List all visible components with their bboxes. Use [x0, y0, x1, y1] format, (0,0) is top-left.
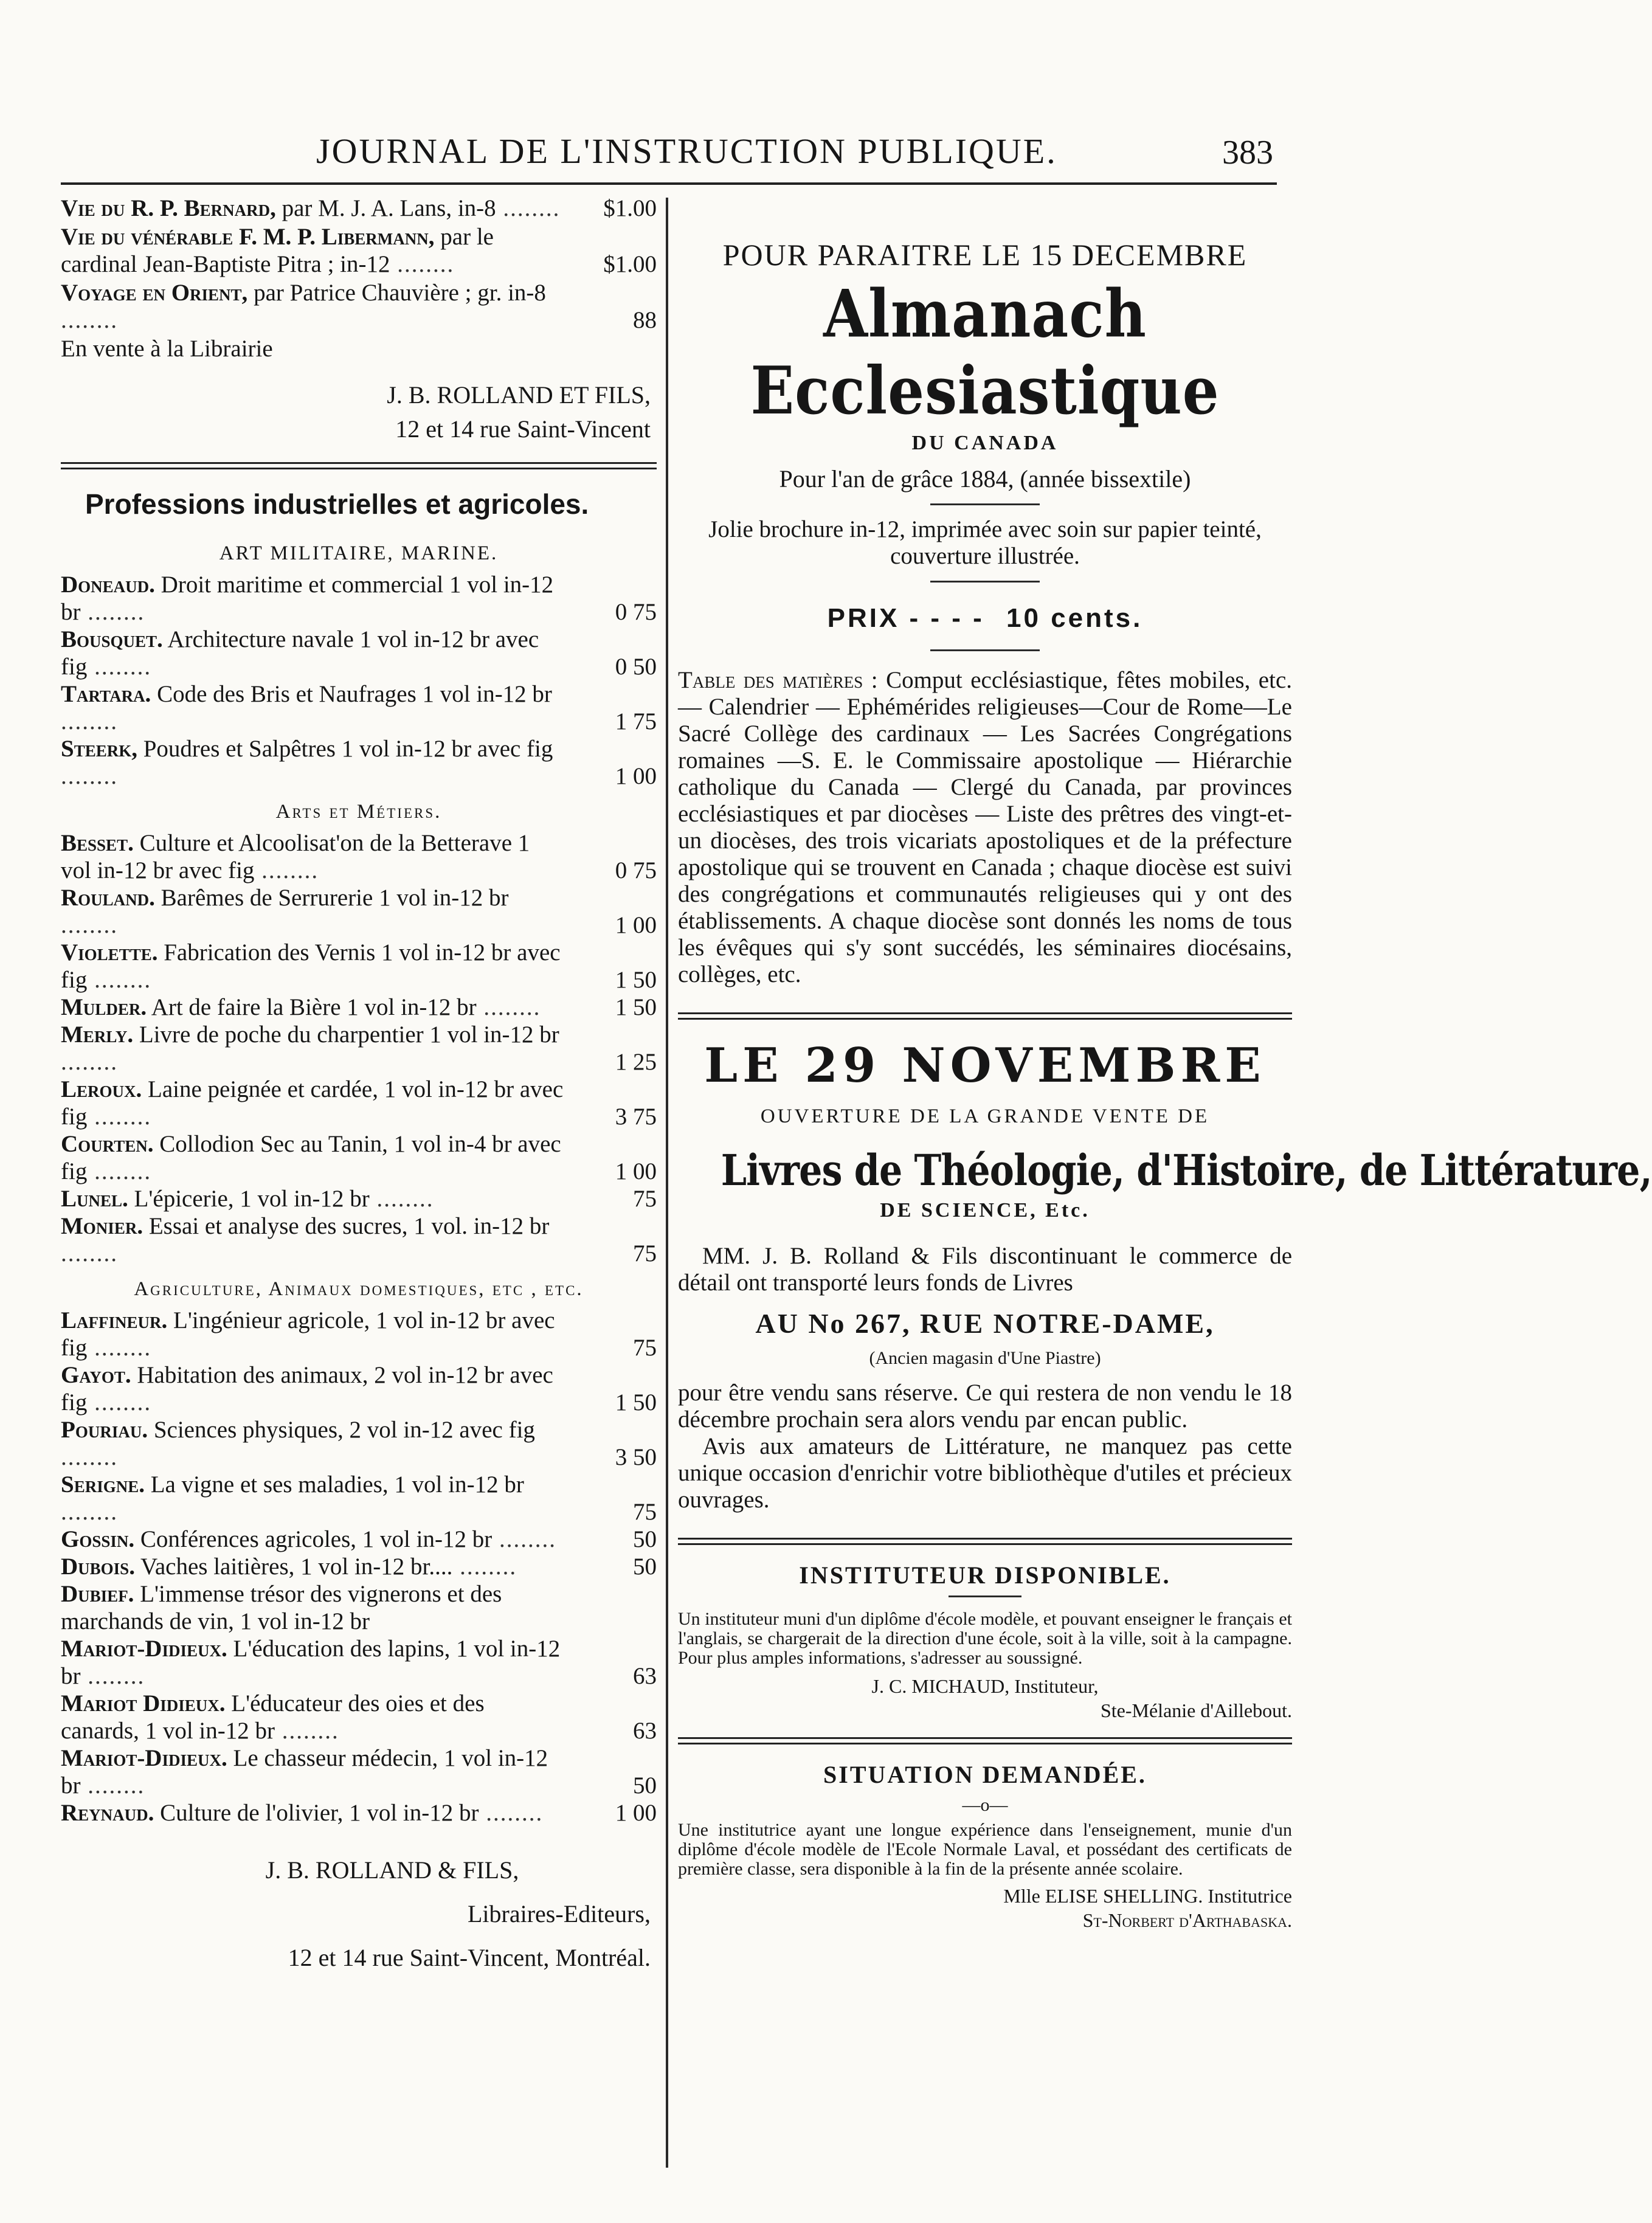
catalog-entry: [61, 1553, 657, 1580]
entry-author: Voyage en Orient,: [61, 280, 248, 306]
signature-address: 12 et 14 rue Saint-Vincent, Montréal.: [288, 1944, 651, 1971]
catalog-entry: [61, 680, 657, 735]
leader-dots: ........: [61, 1499, 118, 1525]
entry-price: 63: [633, 1718, 657, 1744]
catalog-entry: [61, 1799, 657, 1827]
publisher-block: [61, 378, 657, 446]
catalog-entry: [61, 1416, 657, 1471]
catalog-sections: [61, 542, 657, 1827]
entry-text: Collodion Sec au Tanin, 1 vol in-4 br avec fig: [61, 1131, 561, 1184]
entry-price: $1.00: [603, 195, 657, 221]
leader-dots: ........: [476, 994, 541, 1020]
catalog-entry: [61, 571, 657, 626]
entry-price: 1 00: [615, 1158, 657, 1184]
entry-text: Essai et analyse des sucres, 1 vol. in-12 br: [148, 1213, 550, 1239]
entry-price: 50: [633, 1554, 657, 1580]
sale-address-note: (Ancien magasin d'Une Piastre): [869, 1348, 1101, 1368]
entry-text: L'éducation des lapins, 1 vol in-12 br: [61, 1636, 561, 1689]
entry-price: 3 75: [615, 1104, 657, 1130]
sale-paragraph-1: MM. J. B. Rolland & Fils discontinuant le commerce de détail ont transporté leurs fonds de Livres: [678, 1243, 1292, 1296]
entry-text: par le cardinal Jean-Baptiste Pitra ; in-12: [61, 224, 494, 277]
entry-text: Architecture navale 1 vol in-12 br avec fig: [61, 626, 539, 680]
entry-author: Dubois.: [61, 1554, 135, 1580]
catalog-entry: [61, 939, 657, 994]
entry-text: Culture de l'olivier, 1 vol in-12 br: [160, 1800, 479, 1826]
entry-price: 0 75: [615, 857, 657, 883]
catalog-entry: [61, 223, 657, 278]
leader-dots: ........: [479, 1800, 544, 1826]
section-rule: [61, 462, 657, 469]
catalog-entry: [61, 735, 657, 790]
entry-author: Merly.: [61, 1022, 134, 1048]
entry-price: 1 00: [615, 763, 657, 789]
catalog-section-heading: ART MILITAIRE, MARINE.: [219, 542, 499, 564]
catalog-entry: [61, 335, 657, 362]
catalog-section-heading: Arts et Métiers.: [275, 801, 442, 823]
entry-price: 0 75: [615, 599, 657, 625]
catalog-entry: [61, 1580, 657, 1635]
situation-text: Une institutrice ayant une longue expérience dans l'enseignement, munie d'un diplôme d'école modèle de l'Ecole Normale Laval, et possédant des certificats de première classe, sera disponible à la fin de la présente année scolaire.: [678, 1820, 1292, 1879]
catalog-entry: [61, 994, 657, 1021]
catalog-entry: [61, 195, 657, 222]
almanach-year: Pour l'an de grâce 1884, (année bissextile): [779, 465, 1191, 493]
entry-text: L'ingénieur agricole, 1 vol in-12 br avec fig: [61, 1307, 555, 1361]
entry-author: Violette.: [61, 939, 158, 966]
entry-author: Laffineur.: [61, 1307, 168, 1333]
entry-text: Barêmes de Serrurerie 1 vol in-12 br: [161, 885, 509, 911]
entry-text: La vigne et ses maladies, 1 vol in-12 br: [150, 1471, 524, 1498]
almanach-description: Jolie brochure in-12, imprimée avec soin sur papier teinté, couverture illustrée.: [708, 516, 1262, 569]
entry-author: Gayot.: [61, 1362, 131, 1388]
instituteur-signature: J. C. MICHAUD, Instituteur,: [871, 1675, 1099, 1697]
section-title: Professions industrielles et agricoles.: [85, 488, 589, 520]
leader-dots: ........: [61, 708, 118, 735]
entry-author: Serigne.: [61, 1471, 145, 1498]
entry-price: $1.00: [603, 251, 657, 277]
signature-name: J. B. ROLLAND & FILS,: [265, 1856, 519, 1884]
entry-price: 1 50: [615, 967, 657, 993]
almanach-kicker: POUR PARAITRE LE 15 DECEMBRE: [722, 238, 1248, 272]
entry-author: Doneaud.: [61, 572, 155, 598]
entry-price: 1 00: [615, 1800, 657, 1826]
entry-text: Fabrication des Vernis 1 vol in-12 br avec fig: [61, 939, 561, 993]
entry-price: 75: [633, 1240, 657, 1267]
catalog-entry: [61, 884, 657, 939]
almanach-contents: [678, 667, 1292, 988]
leader-dots: ........: [275, 1718, 339, 1744]
entry-price: 1 75: [615, 708, 657, 735]
catalog-entry: [61, 1526, 657, 1553]
entry-price: 1 25: [615, 1049, 657, 1075]
leader-dots: ........: [80, 599, 145, 625]
entry-author: Mariot Didieux.: [61, 1690, 226, 1717]
entry-price: 50: [633, 1526, 657, 1552]
leader-dots: ........: [61, 307, 118, 333]
sale-title: Livres de Théologie, d'Histoire, de Littérature,: [721, 1145, 1652, 1195]
entry-author: Gossin.: [61, 1526, 135, 1552]
catalog-entry: [61, 279, 657, 334]
almanach-title: Almanach Ecclesiastique: [750, 275, 1220, 430]
entry-price: 50: [633, 1772, 657, 1799]
entry-text: Le chasseur médecin, 1 vol in-12 br: [61, 1745, 548, 1799]
ad-separator: [678, 1538, 1292, 1545]
leader-dots: ........: [254, 857, 319, 883]
page-number: 383: [1222, 134, 1273, 171]
catalog-entry: [61, 1185, 657, 1212]
entry-text: L'éducateur des oies et des canards, 1 vol in-12 br: [61, 1690, 485, 1744]
entry-price: 88: [633, 307, 657, 333]
entry-price: 63: [633, 1663, 657, 1689]
publisher-name: J. B. ROLLAND ET FILS,: [387, 381, 651, 409]
left-column: [61, 195, 657, 1980]
entry-author: Mulder.: [61, 994, 147, 1020]
entry-author: Bousquet.: [61, 626, 163, 652]
situation-heading: SITUATION DEMANDÉE.: [823, 1761, 1147, 1788]
sale-date: LE 29 NOVEMBRE: [704, 1038, 1266, 1093]
contents-label: Table des matières :: [678, 667, 878, 693]
entry-author: Dubief.: [61, 1581, 134, 1607]
price-value: 10 cents.: [1006, 603, 1143, 633]
sale-subtitle: DE SCIENCE, Etc.: [880, 1199, 1090, 1222]
leader-dots: ........: [61, 1049, 118, 1075]
instituteur-place: Ste-Mélanie d'Aillebout.: [1100, 1699, 1292, 1721]
entry-price: 1 50: [615, 994, 657, 1020]
entry-author: Vie du R. P. Bernard,: [61, 195, 276, 221]
entry-text: Poudres et Salpêtres 1 vol in-12 br avec fig: [143, 736, 553, 762]
leader-dots: ........: [492, 1526, 556, 1552]
almanach-subtitle: DU CANADA: [911, 432, 1059, 454]
leader-dots: ........: [80, 1772, 145, 1799]
entry-author: Pouriau.: [61, 1417, 148, 1443]
entry-text: Culture et Alcoolisat'on de la Betterave 1 vol in-12 br avec fig: [61, 830, 530, 883]
entry-author: Leroux.: [61, 1076, 142, 1102]
entry-author: Courten.: [61, 1131, 154, 1157]
column-divider: [666, 198, 668, 2168]
catalog-entry: [61, 1635, 657, 1690]
entry-text: Conférences agricoles, 1 vol in-12 br: [140, 1526, 492, 1552]
entry-text: Art de faire la Bière 1 vol in-12 br: [151, 994, 477, 1020]
closing-signature: [61, 1848, 657, 1980]
leader-dots: ........: [452, 1554, 517, 1580]
catalog-entry: [61, 1690, 657, 1744]
catalog-entry: [61, 1130, 657, 1185]
entry-price: 3 50: [615, 1444, 657, 1470]
sale-paragraph-2: pour être vendu sans réserve. Ce qui restera de non vendu le 18 décembre prochain sera alors vendu par encan public.: [678, 1380, 1292, 1433]
right-column: [678, 195, 1652, 1932]
leader-dots: ........: [61, 1240, 118, 1267]
intro-entries: [61, 195, 657, 362]
entry-text: Vaches laitières, 1 vol in-12 br....: [140, 1554, 453, 1580]
catalog-entry: [61, 1021, 657, 1076]
entry-author: Lunel.: [61, 1186, 128, 1212]
entry-author: Vie du vénérable F. M. P. Libermann,: [61, 224, 435, 250]
entry-text: Laine peignée et cardée, 1 vol in-12 br avec fig: [61, 1076, 564, 1130]
ad-separator: [678, 1012, 1292, 1020]
catalog-entry: [61, 1307, 657, 1361]
entry-price: 75: [633, 1186, 657, 1212]
leader-dots: ........: [496, 195, 561, 221]
entry-author: Mariot-Didieux.: [61, 1745, 227, 1771]
entry-text: Habitation des animaux, 2 vol in-12 br avec fig: [61, 1362, 553, 1416]
catalog-entry: [61, 1471, 657, 1526]
entry-author: Steerk,: [61, 736, 137, 762]
entry-author: Rouland.: [61, 885, 155, 911]
situation-ornament: —o—: [962, 1795, 1008, 1815]
leader-dots: ........: [61, 763, 118, 789]
entry-author: Monier.: [61, 1213, 143, 1239]
sale-address: AU No 267, RUE NOTRE-DAME,: [755, 1308, 1215, 1339]
entry-price: 0 50: [615, 654, 657, 680]
catalog-entry: [61, 1361, 657, 1416]
price-label: PRIX - - - -: [827, 603, 984, 633]
sale-opening: OUVERTURE DE LA GRANDE VENTE DE: [760, 1105, 1210, 1127]
entry-price: 75: [633, 1335, 657, 1361]
situation-signature: Mlle ELISE SHELLING. Institutrice: [1003, 1885, 1292, 1907]
entry-text: Livre de poche du charpentier 1 vol in-12 br: [139, 1022, 559, 1048]
leader-dots: ........: [390, 251, 455, 277]
leader-dots: ........: [87, 967, 152, 993]
divider: [949, 1596, 1021, 1597]
catalog-entry: [61, 829, 657, 884]
catalog-entry: [61, 1744, 657, 1799]
entry-price: 1 50: [615, 1389, 657, 1416]
leader-dots: ........: [87, 1389, 152, 1416]
sale-paragraph-3: Avis aux amateurs de Littérature, ne manquez pas cette unique occasion d'enrichir votre bibliothèque d'utiles et précieux ouvrages.: [678, 1433, 1292, 1513]
leader-dots: ........: [369, 1186, 434, 1212]
instituteur-heading: INSTITUTEUR DISPONIBLE.: [799, 1561, 1171, 1589]
entry-text: L'épicerie, 1 vol in-12 br: [134, 1186, 370, 1212]
leader-dots: ........: [61, 1444, 118, 1470]
page-header: [0, 131, 1433, 179]
ad-separator: [678, 1737, 1292, 1744]
divider: [930, 581, 1040, 583]
entry-text: L'immense trésor des vignerons et des marchands de vin, 1 vol in-12 br: [61, 1581, 502, 1634]
divider: [930, 649, 1040, 651]
almanach-price: [678, 603, 1292, 634]
catalog-entry: [61, 1212, 657, 1267]
entry-author: Mariot-Didieux.: [61, 1636, 227, 1662]
entry-text: Sciences physiques, 2 vol in-12 avec fig: [153, 1417, 535, 1443]
contents-text: Comput ecclésiastique, fêtes mobiles, etc. — Calendrier — Ephémérides religieuses—Cour de Rome—Le Sacré Collège des cardinaux — Les Sacrées Congrégations romaines —S. E. le Commissaire apostolique — Hiérarchie catholique du Canada — Clergé du Canada, par provinces ecclésiastiques et par diocèses — Liste des prêtres des vingt-et-un diocèses, des trois vicariats apostoliques et de la préfecture apostolique qui se trouvent en Canada ; chaque diocèse est suivi des congrégations et communautés religieuses qui y ont des établissements. A chaque diocèse sont donnés les noms de tous les évêques qui s'y sont succédés, les séminaires diocésains, collèges, etc.: [678, 667, 1293, 987]
signature-role: Libraires-Editeurs,: [468, 1900, 651, 1927]
leader-dots: ........: [87, 1335, 152, 1361]
leader-dots: ........: [87, 654, 152, 680]
entry-text: Droit maritime et commercial 1 vol in-12 br: [61, 572, 554, 625]
catalog-entry: [61, 1076, 657, 1130]
entry-author: Besset.: [61, 830, 134, 856]
entry-text: En vente à la Librairie: [61, 336, 273, 362]
header-rule: [61, 182, 1277, 185]
leader-dots: ........: [80, 1663, 145, 1689]
entry-text: par Patrice Chauvière ; gr. in-8: [254, 280, 546, 306]
leader-dots: ........: [61, 912, 118, 938]
journal-title: JOURNAL DE L'INSTRUCTION PUBLIQUE.: [316, 131, 1057, 171]
situation-place: St-Norbert d'Arthabaska.: [1082, 1909, 1292, 1931]
instituteur-text: Un instituteur muni d'un diplôme d'école modèle, et pouvant enseigner le français et l'anglais, se chargerait de la direction d'une école, soit à la ville, soit à la campagne. Pour plus amples informations, s'adresser au soussigné.: [678, 1609, 1292, 1668]
entry-text: par M. J. A. Lans, in-8: [282, 195, 496, 221]
leader-dots: ........: [87, 1104, 152, 1130]
divider: [930, 503, 1040, 505]
entry-author: Reynaud.: [61, 1800, 154, 1826]
publisher-address: 12 et 14 rue Saint-Vincent: [395, 415, 651, 443]
entry-author: Tartara.: [61, 681, 151, 707]
catalog-section-heading: Agriculture, Animaux domestiques, etc , etc.: [134, 1278, 584, 1300]
entry-text: Code des Bris et Naufrages 1 vol in-12 br: [157, 681, 552, 707]
catalog-entry: [61, 626, 657, 680]
entry-price: 75: [633, 1499, 657, 1525]
entry-price: 1 00: [615, 912, 657, 938]
leader-dots: ........: [87, 1158, 152, 1184]
